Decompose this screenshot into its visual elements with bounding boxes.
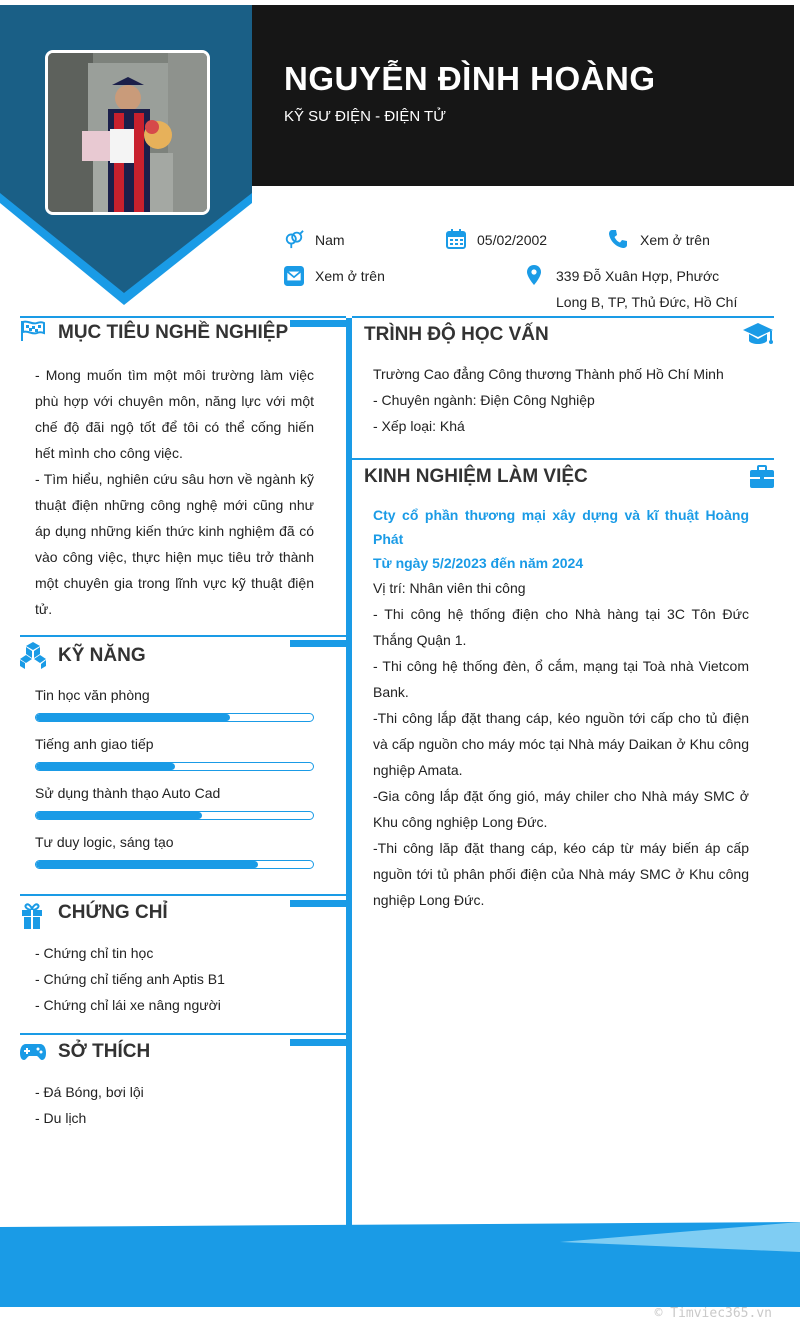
education-school: Trường Cao đẳng Công thương Thành phố Hồ Chí Minh [373,366,724,382]
skill-bar-fill [36,861,258,868]
avatar-photo [45,50,210,215]
experience-text [373,503,749,913]
column-divider [346,318,352,1238]
experience-line: -Thi công lăp đặt thang cáp, kéo cáp từ máy biến áp cấp [373,840,749,856]
gender-icon [284,229,304,249]
location-pin-icon [524,265,544,285]
education-major: - Chuyên ngành: Điện Công Nghiệp [373,392,595,408]
skills-rule [20,635,346,637]
experience-line: Bank. [373,684,409,700]
certificates-rule [20,894,346,896]
objective-line: vào công việc, thực hiện mục tiêu trở thành [35,549,314,565]
skill-label: Sử dụng thành thạo Auto Cad [35,785,221,801]
hobbies-tab [290,1039,346,1046]
experience-rule [352,458,774,460]
phone-icon [608,229,628,249]
experience-line: Thắng Quận 1. [373,632,467,648]
certificate-item: - Chứng chỉ lái xe nâng người [35,997,221,1013]
hobby-item: - Đá Bóng, bơi lội [35,1084,144,1100]
address-line-2: Long B, TP, Thủ Đức, Hồ Chí [556,294,738,310]
phone-value: Xem ở trên [640,232,710,248]
experience-line: - Thi công hệ thống đèn, ổ cắm, mạng tại Toà nhà Vietcom [373,658,749,674]
objective-line: - Tìm hiểu, nghiên cứu sâu hơn về ngành kỹ [35,471,314,487]
hobbies-list [35,1079,314,1131]
skill-bar [35,860,314,869]
gift-icon [21,903,43,929]
education-title: TRÌNH ĐỘ HỌC VẤN [364,324,549,345]
objective-title: MỤC TIÊU NGHỀ NGHIỆP [58,322,289,343]
objective-rule [20,316,346,318]
skill-label: Tư duy logic, sáng tạo [35,834,174,850]
objective-line: hết mình cho công việc. [35,445,183,461]
email-icon [284,266,304,286]
objective-line: tử. [35,601,53,617]
experience-title: KINH NGHIỆM LÀM VIỆC [364,466,588,487]
skill-bar-fill [36,714,230,721]
footer-band [0,1222,800,1307]
objective-line: phù hợp với chuyên môn, năng lực với một [35,393,314,409]
skills-title: KỸ NĂNG [58,645,146,666]
gamepad-icon [20,1043,46,1061]
certificate-item: - Chứng chỉ tin học [35,945,154,961]
experience-position: Vị trí: Nhân viên thi công [373,580,526,596]
skill-bar [35,811,314,820]
hobbies-rule [20,1033,346,1035]
objective-line: một chuyên gia trong lĩnh vực kỹ thuật điện [35,575,314,591]
experience-company: Cty cổ phần thương mại xây dựng và kĩ thuật Hoàng Phát [373,507,749,547]
flag-icon [20,320,46,342]
objective-line: áp dụng những kiến thức kinh nghiệm đã có [35,523,314,539]
candidate-name: NGUYỄN ĐÌNH HOÀNG [284,60,656,97]
graduation-cap-icon [742,322,774,348]
skill-label: Tiếng anh giao tiếp [35,736,154,752]
email-value: Xem ở trên [315,268,385,284]
job-title: KỸ SƯ ĐIỆN - ĐIỆN TỬ [284,108,447,125]
education-rule [352,316,774,318]
experience-line: Khu công nghiệp Long Đức. [373,814,548,830]
briefcase-icon [749,465,775,489]
experience-line: nghiệp Amata. [373,762,463,778]
objective-line: thuật điện những công nghệ mới cũng như [35,497,314,513]
experience-line: nguồn tới tủ phân phối điện của Nhà máy SMC ở Khu công [373,866,749,882]
objective-line: - Mong muốn tìm một môi trường làm việc [35,367,314,383]
address-line-1: 339 Đỗ Xuân Hợp, Phước [556,268,720,284]
objective-line: chế độ đãi ngộ tốt để tôi có thể cống hiến [35,419,314,435]
certificates-tab [290,900,346,907]
objective-text [35,362,314,622]
skill-bar [35,762,314,771]
skills-tab [290,640,346,647]
education-rank: - Xếp loại: Khá [373,418,465,434]
experience-line: - Thi công hệ thống điện cho Nhà hàng tại 3C Tôn Đức [373,606,749,622]
skill-label: Tin học văn phòng [35,687,150,703]
experience-line: -Gia công lắp đặt ống gió, máy chiler cho Nhà máy SMC ở [373,788,749,804]
birthday-value: 05/02/2002 [477,232,548,248]
calendar-icon [446,229,466,249]
skill-bar-fill [36,812,202,819]
certificates-list [35,940,314,1018]
experience-line: -Thi công lắp đặt thang cáp, kéo nguồn tới cấp cho tủ điện [373,710,749,726]
gender-value: Nam [315,232,345,248]
education-text [373,361,753,439]
hobby-item: - Du lịch [35,1110,87,1126]
experience-line: nghiệp Long Đức. [373,892,485,908]
hobbies-title: SỞ THÍCH [58,1041,151,1062]
certificate-item: - Chứng chỉ tiếng anh Aptis B1 [35,971,225,987]
cubes-icon [19,641,47,669]
objective-tab [290,320,346,327]
experience-period: Từ ngày 5/2/2023 đến năm 2024 [373,555,584,571]
skill-bar [35,713,314,722]
copyright-text: © Timviec365.vn [654,1306,772,1321]
experience-line: và cấp nguồn cho máy móc tại Nhà máy Daikan ở Khu công [373,736,749,752]
skill-bar-fill [36,763,175,770]
certificates-title: CHỨNG CHỈ [58,902,168,923]
